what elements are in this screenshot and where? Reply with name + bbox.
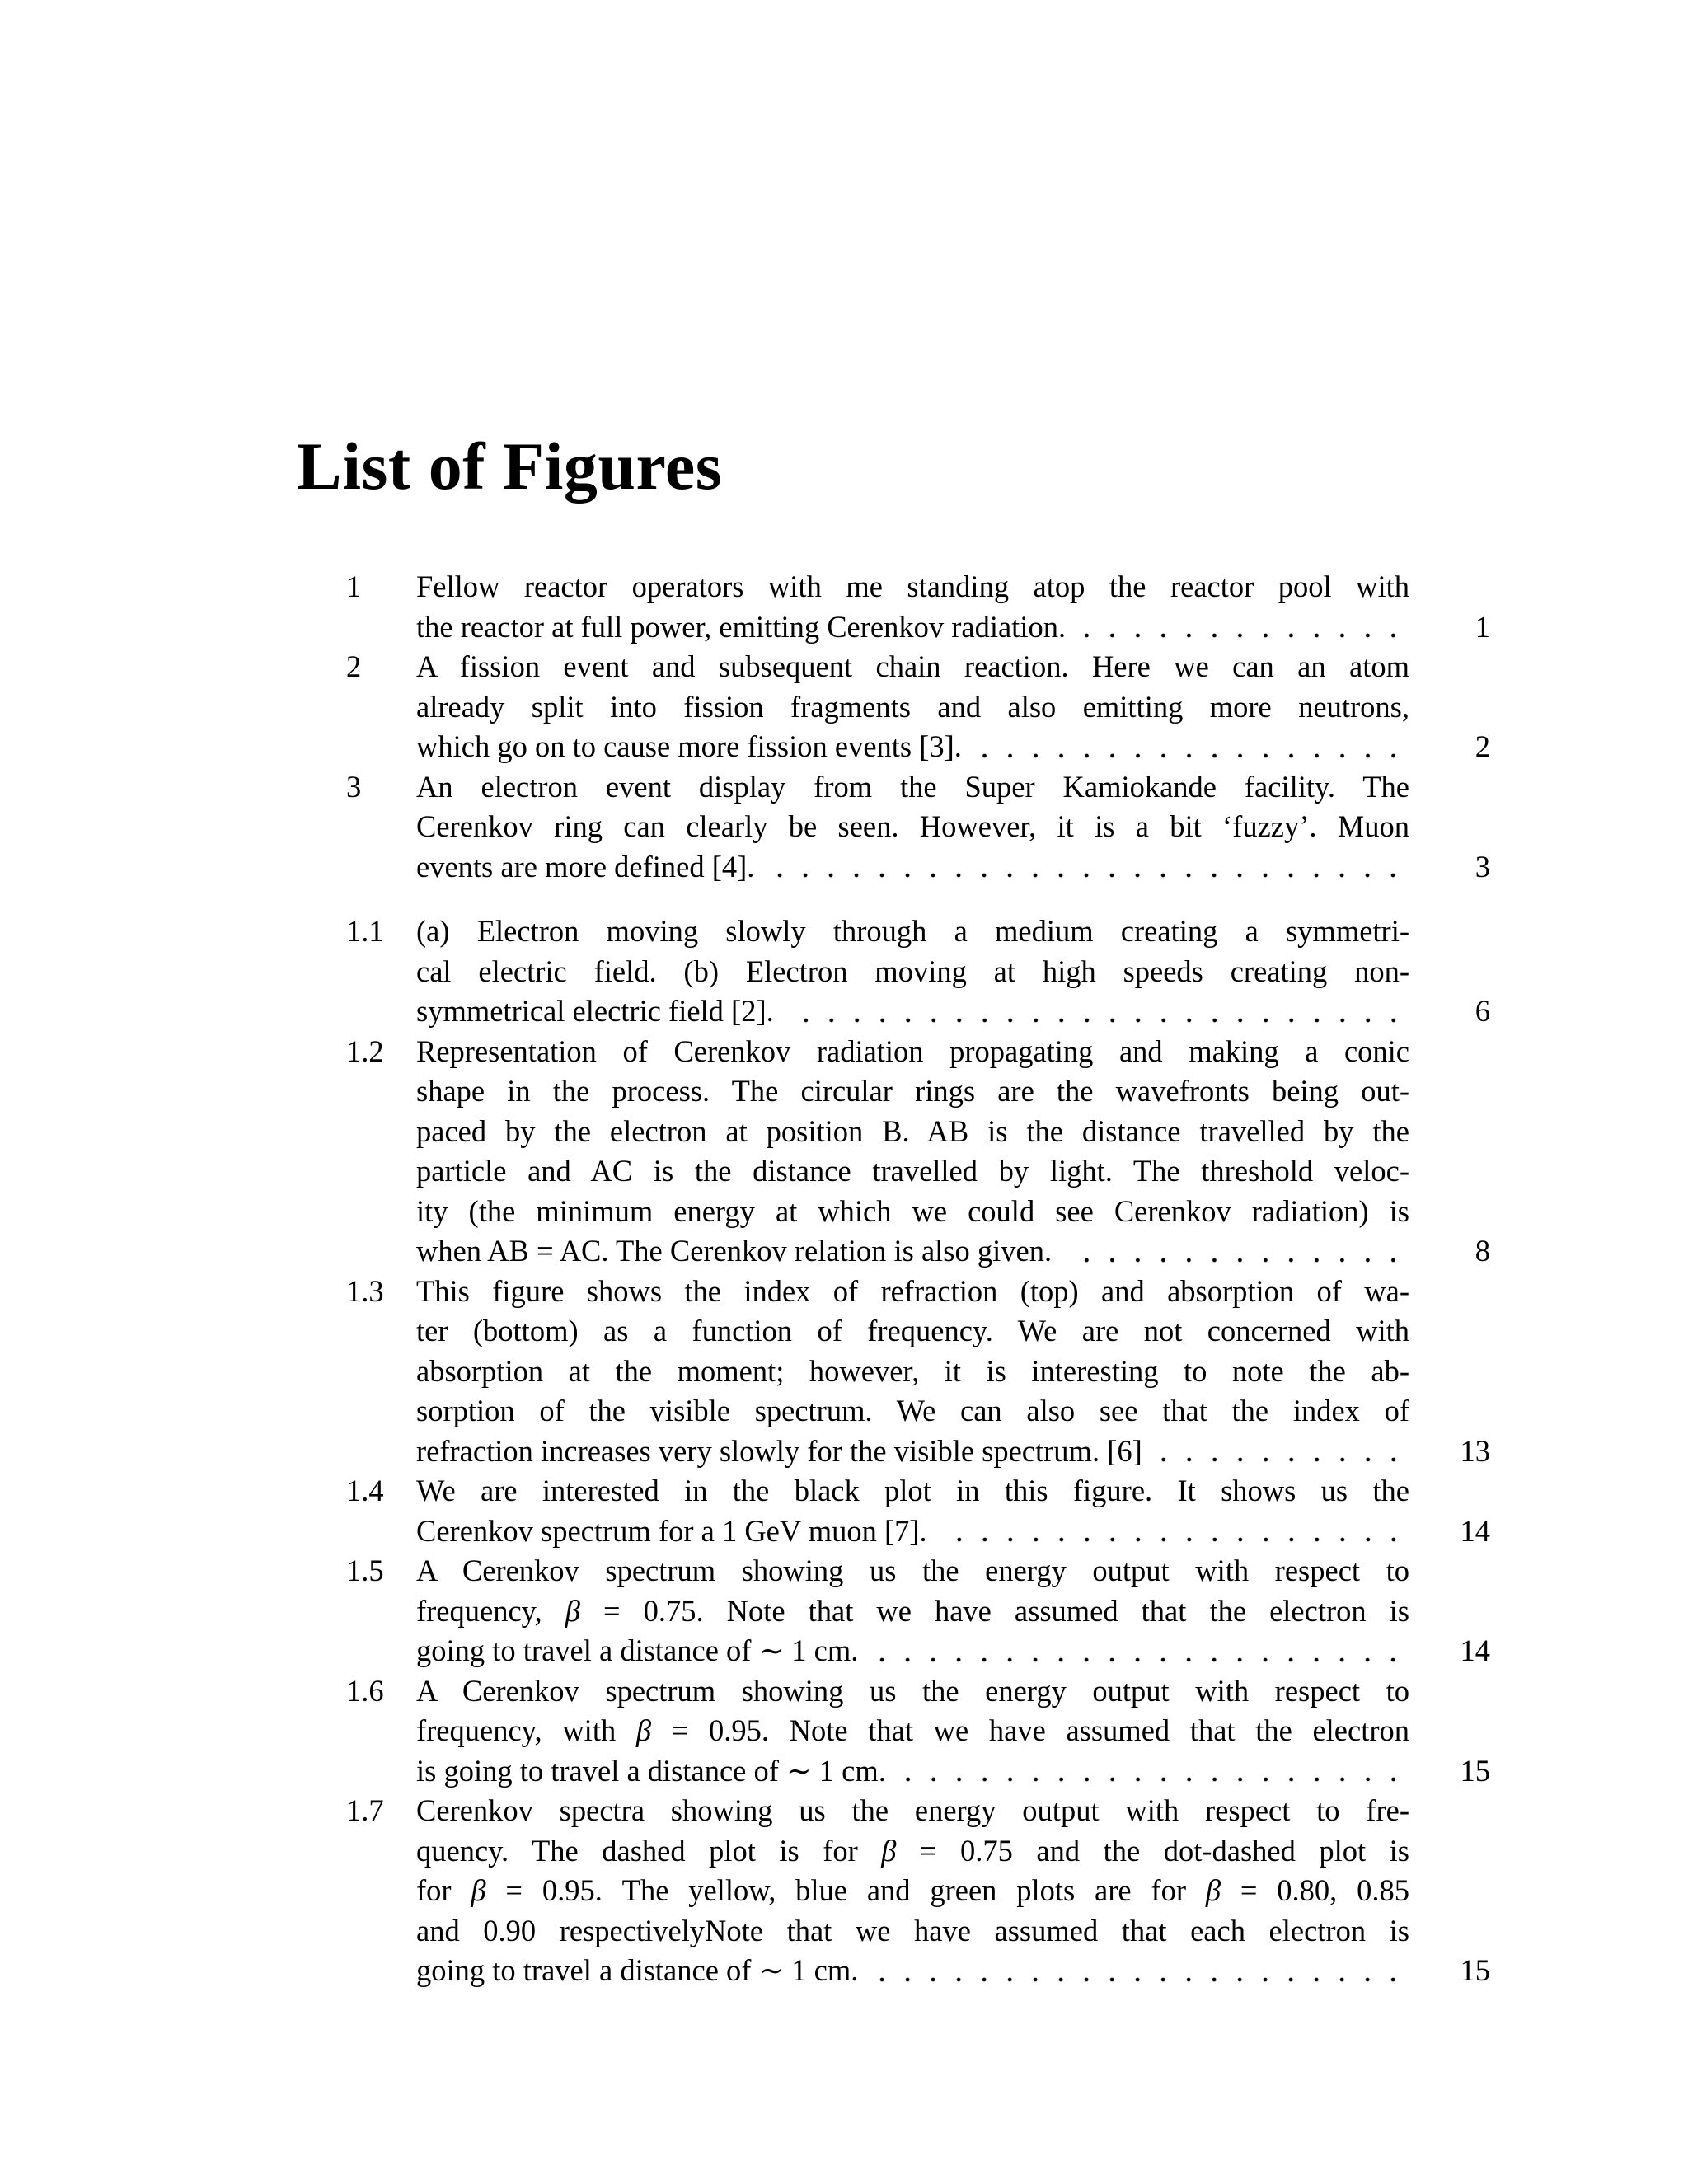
lof-entry xyxy=(346,1032,1490,1272)
caption-line-text: is going to travel a distance of ∼ 1 cm. xyxy=(416,1753,886,1788)
figure-page-number: 15 xyxy=(1460,1753,1490,1788)
caption-line: paced by the electron at position B. AB is the distance travelled by the xyxy=(416,1113,1409,1148)
caption-line: frequency, β = 0.75. Note that we have assumed that the electron is xyxy=(416,1593,1409,1628)
lof-entries xyxy=(346,567,1490,1991)
caption-last-line xyxy=(416,1631,1409,1671)
caption-line-text: symmetrical electric field [2]. xyxy=(416,994,774,1028)
figure-number: 1 xyxy=(346,569,362,603)
dot-leader xyxy=(870,1631,1409,1671)
caption-line-text: refraction increases very slowly for the visible spectrum. [6] xyxy=(416,1433,1142,1468)
caption-line-text: the reactor at full power, emitting Cerenkov radiation. xyxy=(416,609,1067,644)
lof-entry xyxy=(346,647,1490,767)
caption-line: Cerenkov spectra showing us the energy output with respect to fre- xyxy=(416,1793,1409,1827)
caption-line: We are interested in the black plot in this figure. It shows us the xyxy=(416,1474,1409,1507)
dot-leader xyxy=(785,991,1409,1032)
figure-number: 1.6 xyxy=(346,1673,384,1708)
figure-page-number: 13 xyxy=(1460,1433,1490,1468)
figure-page-number: 14 xyxy=(1460,1633,1490,1667)
dot-leader xyxy=(766,847,1409,888)
caption-line: An electron event display from the Super Kamiokande facility. The xyxy=(416,769,1409,804)
caption-line: ity (the minimum energy at which we could see Cerenkov radiation) is xyxy=(416,1193,1409,1228)
figure-number: 1.2 xyxy=(346,1033,384,1068)
caption-line-text: events are more defined [4]. xyxy=(416,849,755,883)
dot-leader xyxy=(939,1511,1409,1552)
caption-line-text: going to travel a distance of ∼ 1 cm. xyxy=(416,1953,859,1987)
caption-line: and 0.90 respectivelyNote that we have assumed that each electron is xyxy=(416,1913,1409,1947)
dot-leader xyxy=(973,727,1409,767)
figure-number: 2 xyxy=(346,649,362,683)
beta-symbol: β xyxy=(1205,1873,1221,1907)
caption-line: shape in the process. The circular rings are the wavefronts being out- xyxy=(416,1074,1409,1108)
figure-page-number: 1 xyxy=(1475,609,1490,644)
beta-symbol: β xyxy=(565,1593,580,1628)
figure-caption xyxy=(416,1032,1409,1272)
caption-last-line xyxy=(416,727,1409,767)
caption-last-line xyxy=(416,847,1409,888)
lof-entry xyxy=(346,1551,1490,1671)
caption-line: cal electric field. (b) Electron moving at high speeds creating non- xyxy=(416,954,1409,988)
dot-leader xyxy=(1063,1231,1409,1272)
caption-last-line xyxy=(416,1951,1409,1991)
caption-line: for β = 0.95. The yellow, blue and green plots are for β = 0.80, 0.85 xyxy=(416,1873,1409,1907)
figure-number: 1.3 xyxy=(346,1273,384,1308)
dot-leader xyxy=(870,1951,1409,1991)
figure-caption xyxy=(416,647,1409,767)
figure-page-number: 6 xyxy=(1475,994,1490,1028)
figure-page-number: 3 xyxy=(1475,849,1490,883)
figure-caption xyxy=(416,1471,1409,1551)
caption-line: quency. The dashed plot is for β = 0.75 and the dot-dashed plot is xyxy=(416,1833,1409,1868)
dot-leader xyxy=(1154,1432,1409,1472)
figure-page-number: 8 xyxy=(1475,1234,1490,1268)
figure-number: 1.4 xyxy=(346,1474,384,1507)
caption-last-line xyxy=(416,1751,1409,1792)
dot-leader xyxy=(898,1751,1409,1792)
dot-leader xyxy=(1077,607,1409,648)
figure-caption xyxy=(416,1791,1409,1991)
figure-page-number: 15 xyxy=(1460,1953,1490,1987)
caption-line: A Cerenkov spectrum showing us the energy output with respect to xyxy=(416,1673,1409,1708)
figure-caption xyxy=(416,767,1409,888)
caption-line: A Cerenkov spectrum showing us the energy output with respect to xyxy=(416,1554,1409,1587)
figure-page-number: 14 xyxy=(1460,1513,1490,1548)
caption-line: sorption of the visible spectrum. We can also see that the index of xyxy=(416,1394,1409,1427)
figure-number: 1.7 xyxy=(346,1793,384,1827)
tilde-operator: ∼ xyxy=(758,1953,785,1987)
figure-caption xyxy=(416,1671,1409,1792)
figure-number: 1.1 xyxy=(346,914,384,948)
caption-last-line xyxy=(416,1231,1409,1272)
caption-line: absorption at the moment; however, it is interesting to note the ab- xyxy=(416,1353,1409,1388)
caption-last-line xyxy=(416,1432,1409,1472)
figure-caption xyxy=(416,567,1409,647)
lof-entry xyxy=(346,912,1490,1032)
beta-symbol: β xyxy=(635,1713,652,1747)
lof-entry xyxy=(346,767,1490,888)
lof-entry xyxy=(346,1671,1490,1792)
figure-number: 1.5 xyxy=(346,1554,384,1587)
caption-last-line xyxy=(416,607,1409,648)
tilde-operator: ∼ xyxy=(758,1633,785,1667)
beta-symbol: β xyxy=(881,1833,897,1868)
caption-line: This figure shows the index of refraction (top) and absorption of wa- xyxy=(416,1273,1409,1308)
lof-entry xyxy=(346,1272,1490,1472)
caption-line: Representation of Cerenkov radiation propagating and making a conic xyxy=(416,1033,1409,1068)
caption-line: Cerenkov ring can clearly be seen. However, it is a bit ‘fuzzy’. Muon xyxy=(416,809,1409,843)
caption-line-text: which go on to cause more fission events [3]. xyxy=(416,729,962,763)
caption-line: A fission event and subsequent chain reaction. Here we can an atom xyxy=(416,649,1409,683)
caption-line: (a) Electron moving slowly through a medium creating a symmetri- xyxy=(416,914,1409,948)
caption-line: ter (bottom) as a function of frequency. We are not concerned with xyxy=(416,1314,1409,1347)
lof-entry xyxy=(346,1791,1490,1991)
figure-caption xyxy=(416,1551,1409,1671)
caption-line: particle and AC is the distance travelled by light. The threshold veloc- xyxy=(416,1154,1409,1188)
caption-last-line xyxy=(416,991,1409,1032)
figure-page-number: 2 xyxy=(1475,729,1490,763)
caption-line: Fellow reactor operators with me standing atop the reactor pool with xyxy=(416,569,1409,603)
page-title: List of Figures xyxy=(297,428,723,504)
caption-line: frequency, with β = 0.95. Note that we have assumed that the electron xyxy=(416,1713,1409,1747)
caption-line-text: when AB = AC. The Cerenkov relation is also given. xyxy=(416,1234,1053,1268)
figure-number: 3 xyxy=(346,769,362,804)
caption-last-line xyxy=(416,1511,1409,1552)
caption-line-text: Cerenkov spectrum for a 1 GeV muon [7]. xyxy=(416,1513,927,1548)
lof-entry xyxy=(346,567,1490,647)
figure-caption xyxy=(416,1272,1409,1472)
lof-entry xyxy=(346,1471,1490,1551)
beta-symbol: β xyxy=(471,1873,486,1907)
caption-line: already split into fission fragments and also emitting more neutrons, xyxy=(416,689,1409,724)
caption-line-text: going to travel a distance of ∼ 1 cm. xyxy=(416,1633,859,1667)
tilde-operator: ∼ xyxy=(786,1753,812,1788)
figure-caption xyxy=(416,912,1409,1032)
